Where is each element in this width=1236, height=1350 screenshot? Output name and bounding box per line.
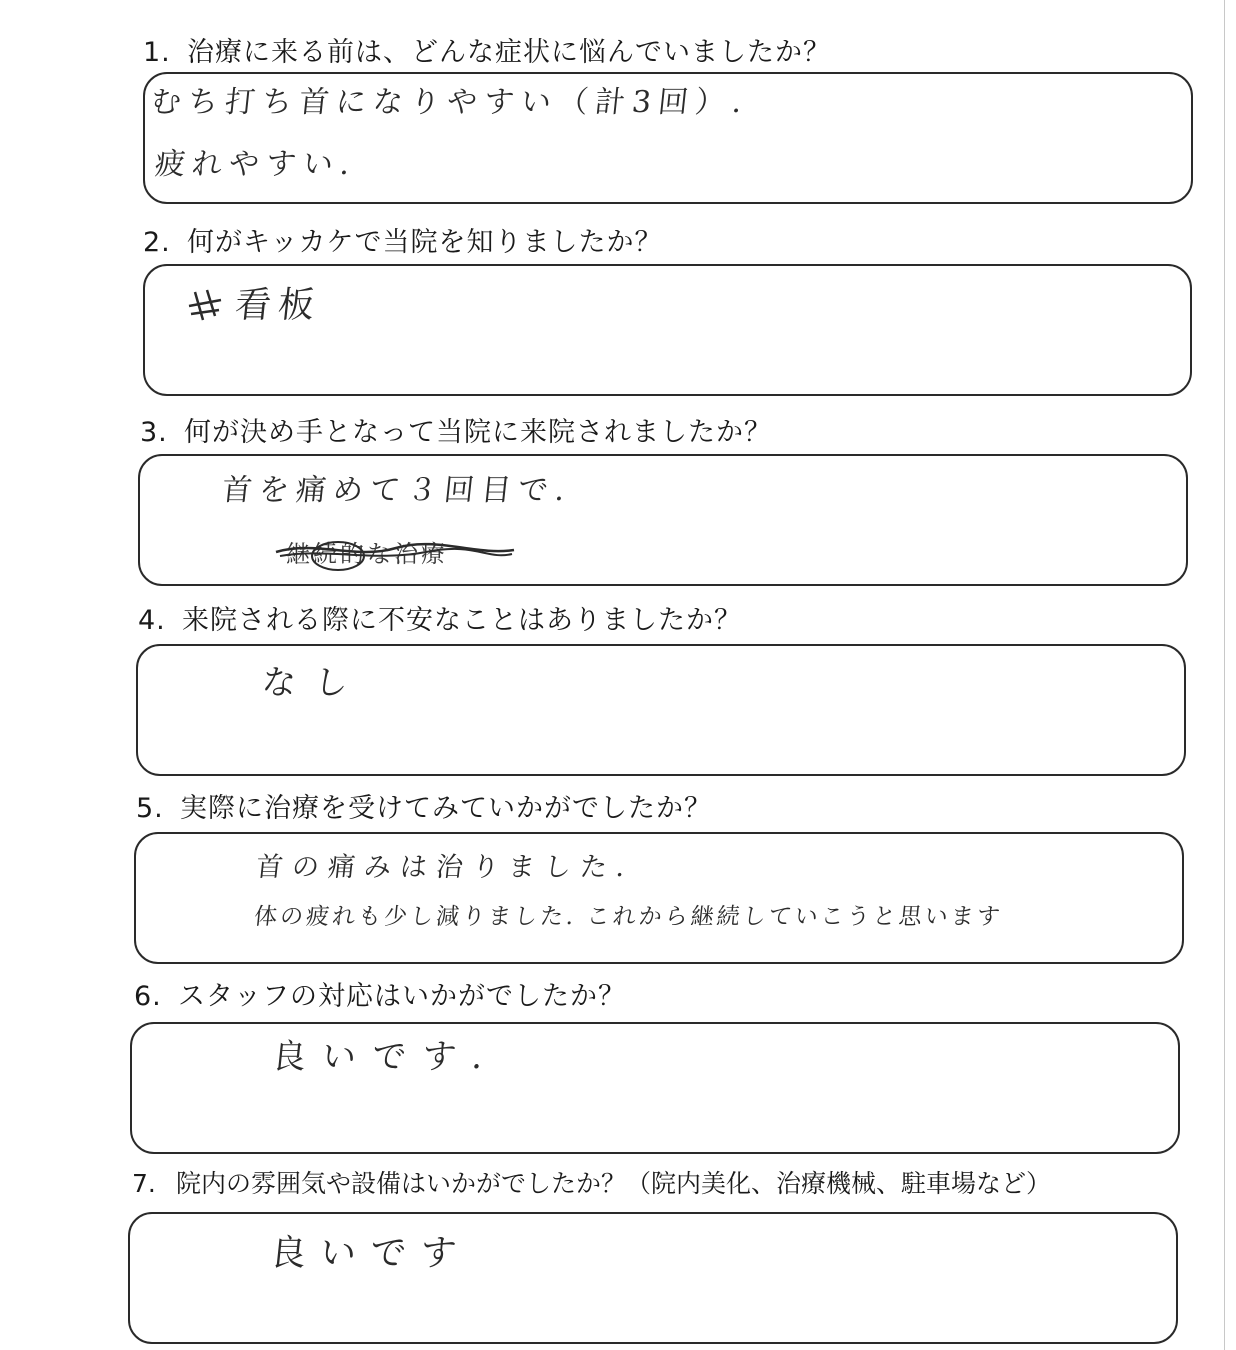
answer-7-line-1: 良いです [267, 1233, 473, 1274]
question-1 [143, 30, 831, 69]
answer-1-line-1: むち打ち首になりやすい（計3回）. [149, 85, 751, 120]
question-3-number: 3. [140, 417, 168, 448]
question-5-number: 5. [136, 793, 164, 824]
answer-3-line-1: 首を痛めて３回目で. [220, 473, 574, 508]
question-6-text: スタッフの対応はいかがでしたか？ [178, 981, 626, 1012]
question-7 [132, 1164, 1051, 1200]
question-6-number: 6. [134, 981, 162, 1012]
answer-4-line-1: なし [259, 663, 369, 703]
question-4-number: 4. [138, 605, 166, 636]
question-4 [138, 598, 742, 637]
question-1-number: 1. [143, 37, 171, 68]
question-1-text: 治療に来る前は、どんな症状に悩んでいましたか？ [187, 37, 831, 68]
answer-box-5 [134, 832, 1184, 964]
question-2-text: 何がキッカケで当院を知りましたか？ [187, 227, 663, 258]
answer-5-line-2: 体の疲れも少し減りました. これから継続していこうと思います [252, 904, 1005, 930]
question-4-text: 来院される際に不安なことはありましたか？ [182, 605, 742, 636]
answer-box-3 [138, 454, 1188, 586]
answer-2-line-1: 看板 [232, 285, 324, 326]
answer-box-1 [143, 72, 1193, 204]
scan-edge-line [1224, 0, 1225, 1350]
question-2-number: 2. [143, 227, 171, 258]
crossed-out-mark [185, 286, 225, 326]
answer-5-line-1: 首の痛みは治りました. [254, 852, 636, 883]
answer-box-6 [130, 1022, 1180, 1154]
question-6 [134, 974, 626, 1013]
answer-box-7 [128, 1212, 1178, 1344]
question-3-text: 何が決め手となって当院に来院されましたか？ [184, 417, 772, 448]
answer-1-line-2: 疲れやすい. [153, 147, 359, 182]
answer-box-2 [143, 264, 1192, 396]
answer-6-line-1: 良いです. [269, 1037, 501, 1077]
question-2 [143, 220, 662, 259]
question-5 [136, 786, 712, 825]
question-5-text: 実際に治療を受けてみていかがでしたか？ [180, 793, 712, 824]
answer-3-struck-text: 継続的な治療 [286, 540, 448, 568]
question-7-text: 院内の雰囲気や設備はいかがでしたか？（院内美化、治療機械、駐車場など） [176, 1169, 1052, 1198]
question-7-number: 7. [132, 1169, 156, 1198]
question-3 [140, 410, 772, 449]
answer-box-4 [136, 644, 1186, 776]
strike-through-scribble [276, 526, 516, 576]
